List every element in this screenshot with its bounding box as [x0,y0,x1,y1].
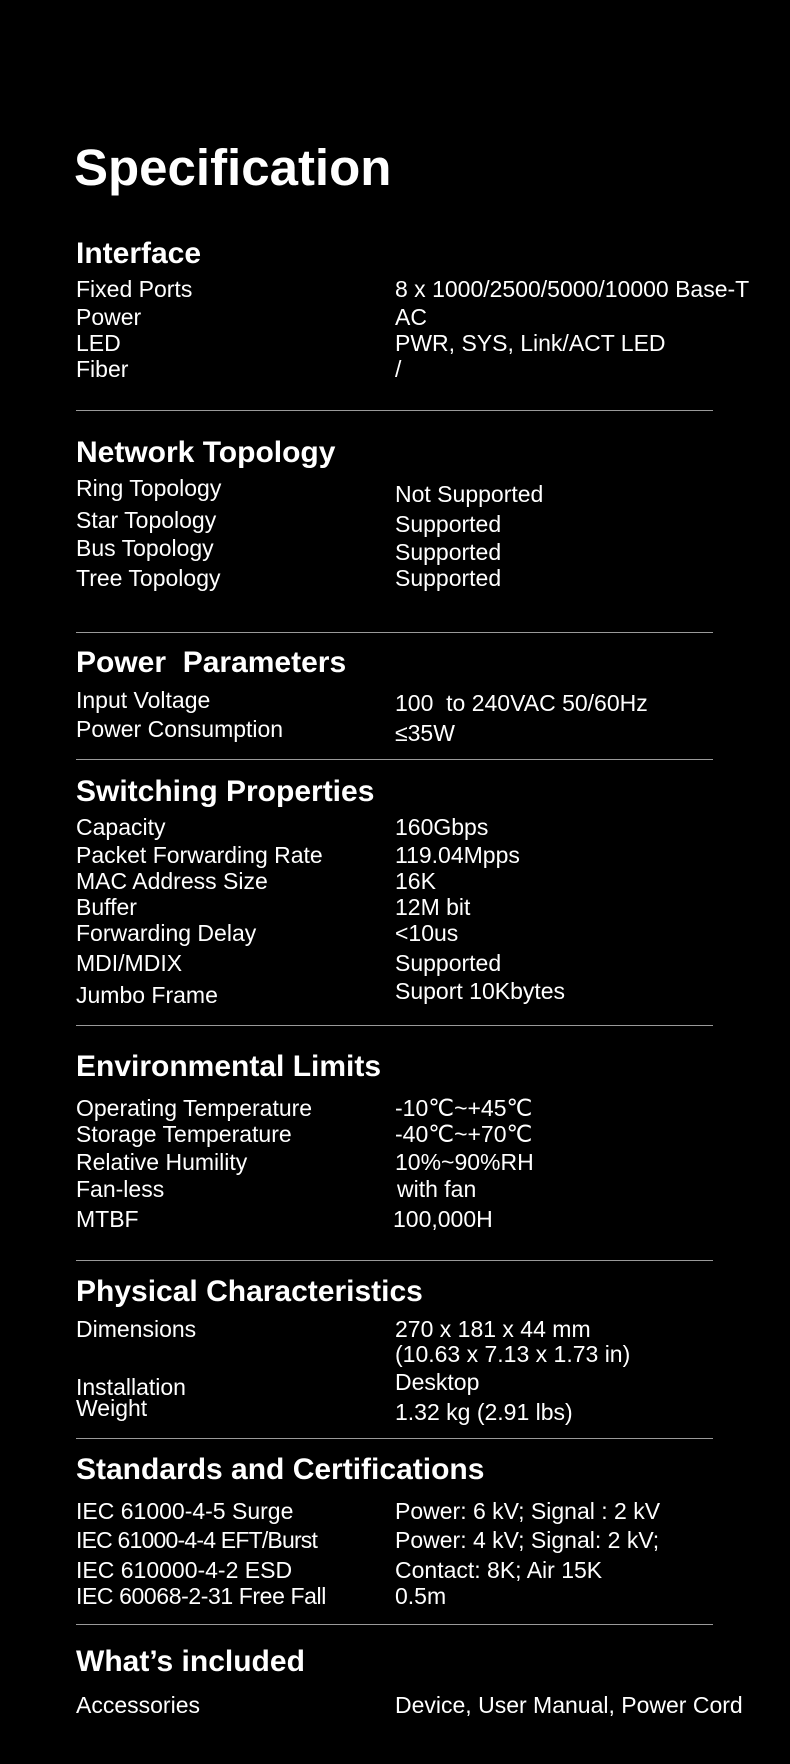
spec-value: 0.5m [395,1583,447,1609]
spec-value: <10us [395,920,459,946]
spec-label: MTBF [76,1206,139,1232]
spec-label: Ring Topology [76,475,222,501]
spec-value: Desktop [395,1369,480,1395]
spec-label: Jumbo Frame [76,982,218,1008]
spec-value: 12M bit [395,894,471,920]
section-heading: Environmental Limits [76,1050,382,1083]
spec-value: / [395,356,402,382]
spec-value: PWR, SYS, Link/ACT LED [395,330,666,356]
section-heading: Switching Properties [76,775,375,808]
spec-value: Contact: 8K; Air 15K [395,1557,603,1583]
spec-value: 100,000H [393,1206,493,1232]
spec-label: Buffer [76,894,137,920]
spec-label: Fiber [76,356,129,382]
section-heading: What’s included [76,1645,305,1678]
page-title: Specification [74,139,392,196]
divider [76,632,713,633]
spec-value: Supported [395,565,502,591]
section-heading: Network Topology [76,436,336,469]
divider [76,1624,713,1625]
spec-label: Star Topology [76,507,217,533]
spec-value: Power: 4 kV; Signal: 2 kV; [395,1527,660,1553]
spec-value: ≤35W [395,720,455,746]
spec-label: Packet Forwarding Rate [76,842,323,868]
divider [76,1438,713,1439]
spec-label: Relative Humility [76,1149,248,1175]
spec-label: IEC 60068-2-31 Free Fall [76,1583,326,1609]
spec-value: 119.04Mpps [395,842,520,868]
spec-value: 10%~90%RH [395,1149,534,1175]
spec-value: AC [395,304,427,330]
spec-label: Fixed Ports [76,276,193,302]
spec-value: Power: 6 kV; Signal : 2 kV [395,1498,661,1524]
spec-label: MDI/MDIX [76,950,183,976]
spec-value: with fan [397,1176,477,1202]
spec-label: MAC Address Size [76,868,268,894]
spec-value: (10.63 x 7.13 x 1.73 in) [395,1341,631,1367]
spec-value: 8 x 1000/2500/5000/10000 Base-T [395,276,750,302]
divider [76,759,713,760]
divider [76,410,713,411]
spec-label: IEC 610000-4-2 ESD [76,1557,293,1583]
spec-value: Supported [395,539,502,565]
spec-label: Installation [76,1374,186,1400]
spec-label: Power [76,304,142,330]
divider [76,1025,713,1026]
spec-value: -40℃~+70℃ [395,1121,533,1147]
spec-value: Supported [395,511,502,537]
spec-value: Not Supported [395,481,544,507]
section-heading: Physical Characteristics [76,1275,423,1308]
spec-value: Device, User Manual, Power Cord [395,1692,743,1718]
section-heading: Power Parameters [76,646,347,679]
spec-label: Weight [76,1395,148,1421]
section-heading: Standards and Certifications [76,1453,485,1486]
spec-value: Suport 10Kbytes [395,978,566,1004]
spec-label: Tree Topology [76,565,221,591]
spec-label: Fan-less [76,1176,165,1202]
spec-value: Supported [395,950,502,976]
spec-label: Bus Topology [76,535,214,561]
spec-label: Accessories [76,1692,200,1718]
spec-value: -10℃~+45℃ [395,1095,533,1121]
spec-value: 160Gbps [395,814,489,840]
spec-label: Operating Temperature [76,1095,313,1121]
spec-label: Input Voltage [76,687,211,713]
divider [76,1260,713,1261]
spec-value: 16K [395,868,436,894]
spec-label: Capacity [76,814,166,840]
spec-value: 100 to 240VAC 50/60Hz [395,690,648,716]
spec-label: Dimensions [76,1316,197,1342]
spec-label: IEC 61000-4-4 EFT/Burst [76,1527,318,1553]
spec-label: Forwarding Delay [76,920,257,946]
spec-label: Storage Temperature [76,1121,292,1147]
spec-value: 1.32 kg (2.91 lbs) [395,1399,573,1425]
spec-label: IEC 61000-4-5 Surge [76,1498,294,1524]
spec-value: 270 x 181 x 44 mm [395,1316,591,1342]
section-heading: Interface [76,237,202,270]
spec-label: LED [76,330,121,356]
spec-label: Power Consumption [76,716,284,742]
